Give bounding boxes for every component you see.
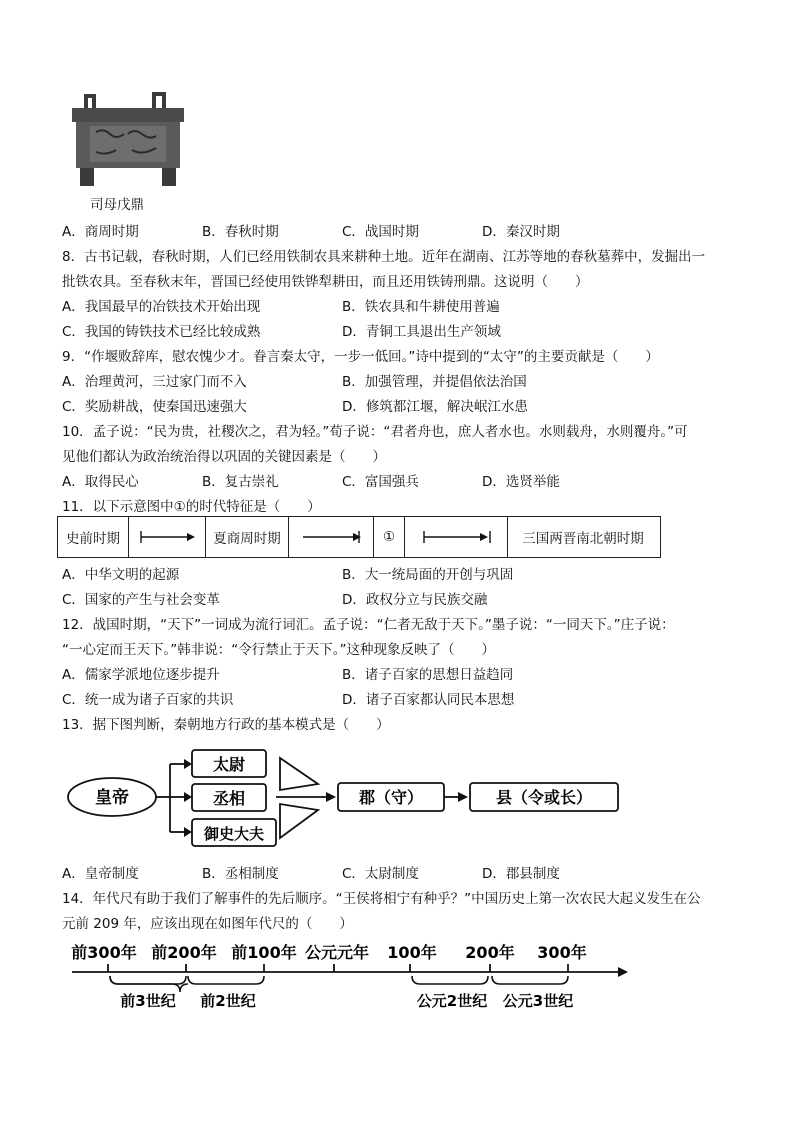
q9-option-c: C．奖励耕战，使秦国迅速强大 <box>62 399 247 415</box>
tick-label-ad200: 200年 <box>465 943 515 962</box>
q13-stem-line1: 13．据下图判断，秦朝地方行政的基本模式是（ ） <box>62 717 390 733</box>
era-sequence-table <box>57 516 661 558</box>
q9-option-d: D．修筑都江堰，解决岷江水患 <box>342 399 528 415</box>
arrow-cell-3 <box>405 517 508 557</box>
q9-option-b: B．加强管理，并提倡依法治国 <box>342 374 527 390</box>
q7-option-d: D．秦汉时期 <box>482 224 560 240</box>
q13-option-d: D．郡县制度 <box>482 866 560 882</box>
arrow-cell-1 <box>129 517 206 557</box>
era-cell-blank-1: ① <box>374 517 405 557</box>
xian-label: 县（令或长） <box>495 788 593 807</box>
century-label-ad2: 公元2世纪 <box>416 992 488 1010</box>
tick-label-bc100: 前100年 <box>231 943 297 962</box>
q8-option-c: C．我国的铸铁技术已经比较成熟 <box>62 324 261 340</box>
q11-stem-line1: 11．以下示意图中①的时代特征是（ ） <box>62 499 321 515</box>
q12-option-d: D．诸子百家都认同民本思想 <box>342 692 515 708</box>
tick-label-ad100: 100年 <box>387 943 437 962</box>
q11-option-b: B．大一统局面的开创与巩固 <box>342 567 514 583</box>
q8-stem-line2: 批铁农具。至春秋末年，晋国已经使用铁铧犁耕田，而且还用铁铸刑鼎。这说明（ ） <box>62 274 589 290</box>
tick-label-ad0: 公元元年 <box>304 943 370 962</box>
tick-label-bc200: 前200年 <box>151 943 217 962</box>
century-label-bc3: 前3世纪 <box>120 992 176 1010</box>
century-label-ad3: 公元3世纪 <box>502 992 574 1010</box>
q10-option-d: D．选贤举能 <box>482 474 560 490</box>
q7-option-a: A．商周时期 <box>62 224 139 240</box>
q8-option-b: B．铁农具和牛耕使用普遍 <box>342 299 500 315</box>
q13-option-c: C．太尉制度 <box>342 866 419 882</box>
q14-stem-line2: 元前 209 年，应该出现在如图年代尺的（ ） <box>62 916 353 932</box>
chengxiang-label: 丞相 <box>212 789 246 808</box>
q9-stem-line1: 9．“作堰败辞库，慰农愧少才。眷言秦太守，一步一低回。”诗中提到的“太守”的主要贡献是（ ） <box>62 349 659 365</box>
q12-option-b: B．诸子百家的思想日益趋同 <box>342 667 514 683</box>
tick-label-bc300: 前300年 <box>71 943 137 962</box>
q12-option-a: A．儒家学派地位逐步提升 <box>62 667 220 683</box>
yushi-label: 御史大夫 <box>203 825 265 843</box>
year-timeline <box>60 938 640 1018</box>
qin-administration-diagram <box>60 740 630 860</box>
era-cell-xia-shang-zhou: 夏商周时期 <box>206 517 289 557</box>
q8-stem-line1: 8．古书记载，春秋时期，人们已经用铁制农具来耕种土地。近年在湖南、江苏等地的春秋墓葬中，发掘出一 <box>62 249 706 265</box>
q11-option-a: A．中华文明的起源 <box>62 567 180 583</box>
q11-option-c: C．国家的产生与社会变革 <box>62 592 220 608</box>
q12-stem-line1: 12．战国时期，“天下”一词成为流行词汇。孟子说：“仁者无敌于天下。”墨子说：“一同天下。”庄子说： <box>62 617 675 633</box>
q14-stem-line1: 14．年代尺有助于我们了解事件的先后顺序。“王侯将相宁有种乎？”中国历史上第一次农民大起义发生在公 <box>62 891 701 907</box>
q10-stem-line1: 10．孟子说：“民为贵，社稷次之，君为轻。”荀子说：“君者舟也，庶人者水也。水则载舟，水则覆舟。”可 <box>62 424 688 440</box>
q9-option-a: A．治理黄河，三过家门而不入 <box>62 374 247 390</box>
century-label-bc2: 前2世纪 <box>200 992 256 1010</box>
q7-option-c: C．战国时期 <box>342 224 419 240</box>
q7-option-b: B．春秋时期 <box>202 224 279 240</box>
q8-option-d: D．青铜工具退出生产领域 <box>342 324 501 340</box>
taiwei-label: 太尉 <box>212 755 246 774</box>
jun-label: 郡（守） <box>358 788 424 807</box>
q8-option-a: A．我国最早的冶铁技术开始出现 <box>62 299 261 315</box>
ding-caption: 司母戊鼎 <box>90 197 144 213</box>
q13-option-a: A．皇帝制度 <box>62 866 139 882</box>
q10-option-a: A．取得民心 <box>62 474 139 490</box>
q12-stem-line2: “一心定而王天下。”韩非说：“令行禁止于天下。”这种现象反映了（ ） <box>62 642 495 658</box>
q10-option-b: B．复古崇礼 <box>202 474 279 490</box>
era-cell-prehistoric: 史前时期 <box>58 517 129 557</box>
arrow-cell-2 <box>289 517 374 557</box>
emperor-label: 皇帝 <box>95 788 129 808</box>
tick-label-ad300: 300年 <box>537 943 587 962</box>
q10-option-c: C．富国强兵 <box>342 474 419 490</box>
q11-option-d: D．政权分立与民族交融 <box>342 592 488 608</box>
q10-stem-line2: 见他们都认为政治统治得以巩固的关键因素是（ ） <box>62 449 386 465</box>
era-cell-three-kingdoms: 三国两晋南北朝时期 <box>522 531 644 547</box>
q13-option-b: B．丞相制度 <box>202 866 279 882</box>
q12-option-c: C．统一成为诸子百家的共识 <box>62 692 234 708</box>
simuwu-ding-image <box>66 88 194 188</box>
